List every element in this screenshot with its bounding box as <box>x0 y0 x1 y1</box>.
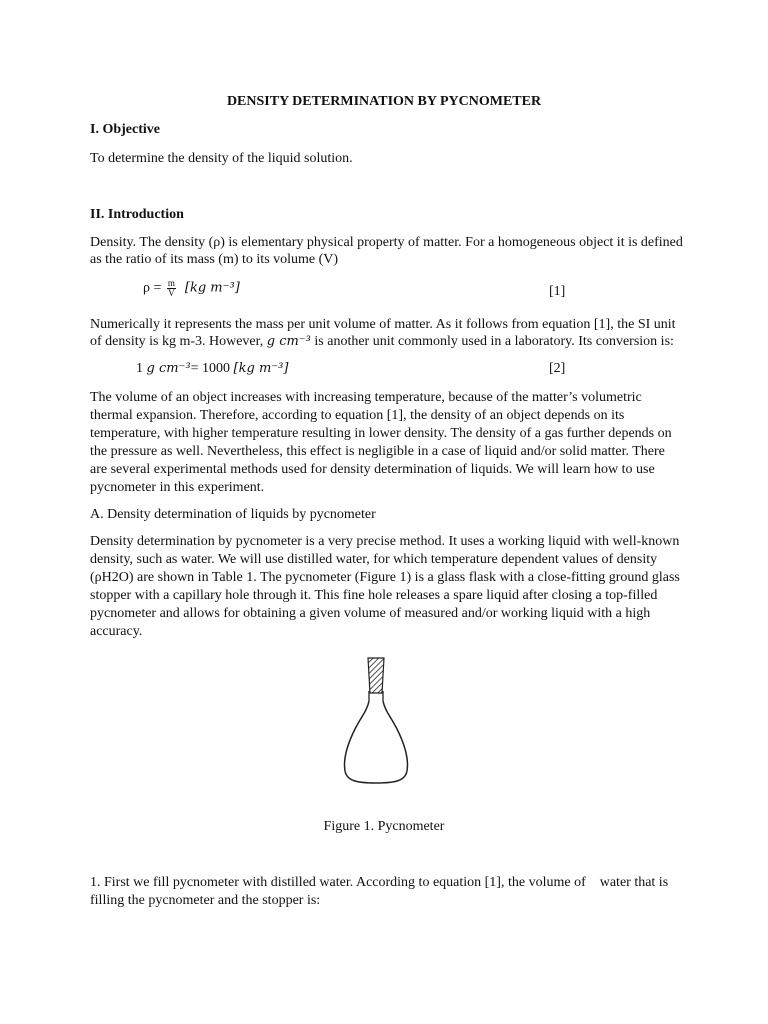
paragraph-3-line: The volume of an object increases with increasing temperature, because of the matter’s volumetric <box>90 390 642 405</box>
stopper-shape <box>368 658 384 693</box>
paragraph-4-line: pycnometer and allows for obtaining a given volume of measured and/or working liquid with a high <box>90 606 651 621</box>
equation-2-number: [2] <box>549 361 566 376</box>
paragraph-5-line: filling the pycnometer and the stopper is: <box>90 893 321 908</box>
intro-paragraph-line: as the ratio of its mass (m) to its volume (V) <box>90 252 339 267</box>
paragraph-5-line: 1. First we fill pycnometer with distilled water. According to equation [1], the volume of water that is <box>90 875 669 890</box>
paragraph-4-line: stopper with a capillary hole through it. This fine hole releases a spare liquid after closing a top-filled <box>90 588 658 603</box>
paragraph-3-line: the pressure as well. Nevertheless, this effect is negligible in a case of liquid and/or solid matter. There <box>90 444 665 459</box>
introduction-heading: II. Introduction <box>90 207 184 222</box>
objective-heading: I. Objective <box>90 122 160 137</box>
flask-body <box>344 701 407 783</box>
equation-1-unit: [kg m⁻³] <box>184 280 240 296</box>
equation-1-fraction <box>167 279 176 298</box>
paragraph-3-line: thermal expansion. Therefore, according to equation [1], the density of an object depends on its <box>90 408 625 423</box>
equation-2-value: = 1000 <box>190 361 231 376</box>
paragraph-2-text: of density is kg m-3. However, <box>90 334 264 349</box>
paragraph-2-unit: g cm⁻³ <box>266 334 311 349</box>
pycnometer-illustration <box>331 643 421 793</box>
equation-2-unit-kg: [kg m⁻³] <box>233 361 289 376</box>
equation-2 <box>136 360 288 378</box>
paragraph-4-line: (ρH2O) are shown in Table 1. The pycnometer (Figure 1) is a glass flask with a close-fitting ground glass <box>90 570 680 585</box>
equation-1-denominator: V <box>168 288 175 298</box>
intro-paragraph-line: Density. The density (ρ) is elementary physical property of matter. For a homogeneous object it is defined <box>90 235 683 250</box>
equation-1-lhs: ρ = <box>143 280 162 296</box>
subheading-a: A. Density determination of liquids by pycnometer <box>90 507 376 522</box>
paragraph-4-line: density, such as water. We will use distilled water, for which temperature dependent values of density <box>90 552 658 567</box>
paragraph-4-line: Density determination by pycnometer is a very precise method. It uses a working liquid with well-known <box>90 534 680 549</box>
paragraph-3-line: temperature, with higher temperature resulting in lower density. The density of a gas further depends on <box>90 426 672 441</box>
objective-text: To determine the density of the liquid solution. <box>90 151 353 166</box>
paragraph-2-line: Numerically it represents the mass per unit volume of matter. As it follows from equation [1], the SI unit <box>90 317 676 332</box>
figure-caption: Figure 1. Pycnometer <box>323 819 445 834</box>
paragraph-2-line <box>90 333 674 351</box>
equation-1-numerator: m <box>167 278 175 288</box>
paragraph-3-line: pycnometer in this experiment. <box>90 480 265 495</box>
paragraph-3-line: are several experimental methods used for density determination of liquids. We will learn how to use <box>90 462 655 477</box>
equation-2-unit-g: g cm⁻³ <box>146 361 191 376</box>
pycnometer-figure <box>331 643 421 793</box>
paragraph-2-text: is another unit commonly used in a laboratory. Its conversion is: <box>314 334 674 349</box>
document-title: DENSITY DETERMINATION BY PYCNOMETER <box>226 94 542 109</box>
paragraph-4-line: accuracy. <box>90 624 143 639</box>
equation-2-one: 1 <box>136 361 143 376</box>
equation-1-number: [1] <box>549 284 566 299</box>
equation-1 <box>143 279 240 298</box>
